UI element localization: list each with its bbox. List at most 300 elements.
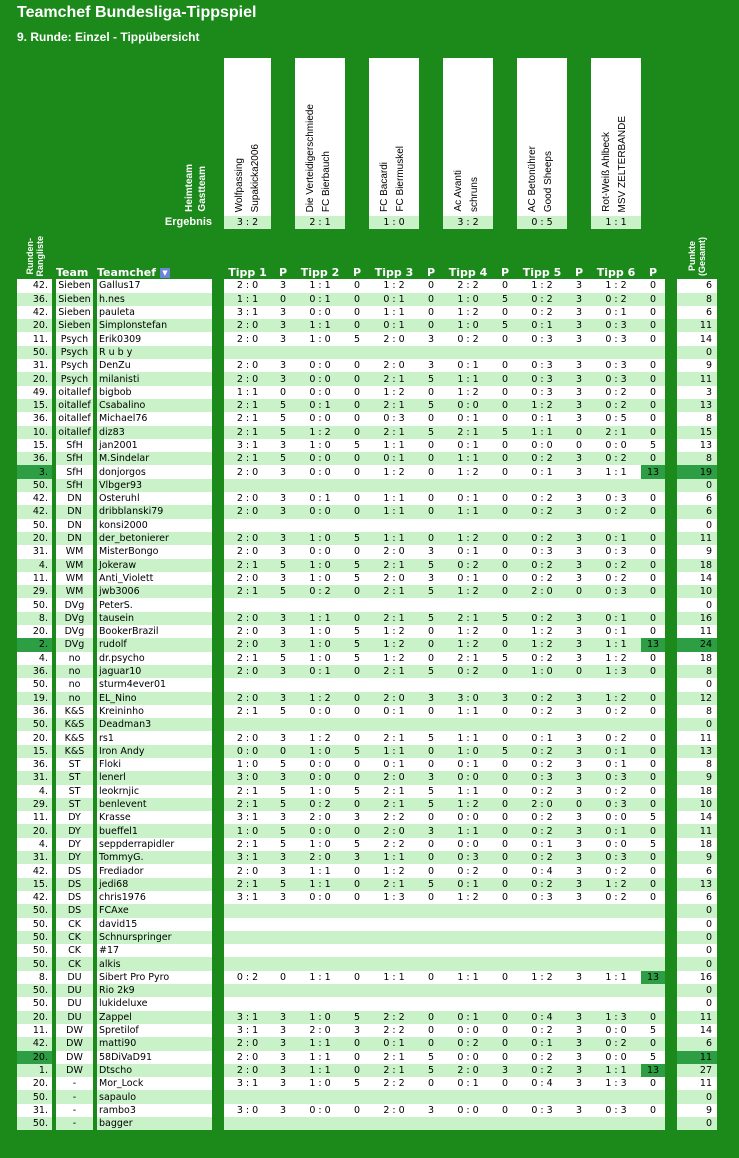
points-cell: 3 bbox=[271, 1037, 295, 1050]
tipp-cell: 0 : 3 bbox=[443, 851, 493, 864]
total-points-cell: 18 bbox=[677, 652, 717, 665]
teamchef-cell: Anti_Violett bbox=[97, 572, 212, 585]
tipp-cell bbox=[295, 718, 345, 731]
points-cell: 0 bbox=[567, 798, 591, 811]
away-team: FC Bierbauch bbox=[321, 150, 332, 212]
tipp-cell: 2 : 0 bbox=[517, 798, 567, 811]
points-cell: 3 bbox=[567, 824, 591, 837]
total-points-cell: 12 bbox=[677, 692, 717, 705]
tipp-cell bbox=[517, 718, 567, 731]
tipp-cell: 1 : 1 bbox=[224, 386, 271, 399]
tipp-cell: 0 : 0 bbox=[295, 891, 345, 904]
teamchef-cell: BookerBrazil bbox=[97, 625, 212, 638]
points-cell bbox=[419, 904, 443, 917]
points-cell: 13 bbox=[641, 465, 665, 478]
spacer bbox=[665, 479, 677, 492]
points-cell: 3 bbox=[271, 851, 295, 864]
tipp-cell: 2 : 0 bbox=[224, 1064, 271, 1077]
tipp-cell: 0 : 2 bbox=[517, 652, 567, 665]
total-points-cell: 0 bbox=[677, 1117, 717, 1130]
tipp-cell: 0 : 2 bbox=[517, 692, 567, 705]
tipp-cell: 1 : 2 bbox=[443, 891, 493, 904]
teamchef-cell: rudolf bbox=[97, 638, 212, 651]
total-points-cell: 13 bbox=[677, 399, 717, 412]
total-points-cell: 11 bbox=[677, 625, 717, 638]
table-row bbox=[17, 1064, 717, 1077]
teamchef-cell: sapaulo bbox=[97, 1090, 212, 1103]
tipp-cell: 2 : 0 bbox=[224, 864, 271, 877]
spacer bbox=[665, 572, 677, 585]
teamchef-cell: MisterBongo bbox=[97, 545, 212, 558]
tipp-cell: 0 : 0 bbox=[443, 771, 493, 784]
team-cell: DS bbox=[56, 878, 93, 891]
table-row bbox=[17, 359, 717, 372]
points-cell: 3 bbox=[271, 891, 295, 904]
points-cell: 3 bbox=[567, 372, 591, 385]
rank-cell: 11. bbox=[17, 1024, 52, 1037]
total-points-cell: 14 bbox=[677, 811, 717, 824]
tipp-cell: 1 : 1 bbox=[369, 745, 419, 758]
table-row bbox=[17, 798, 717, 811]
points-cell bbox=[567, 997, 591, 1010]
tipp-cell: 0 : 0 bbox=[443, 811, 493, 824]
points-cell: 13 bbox=[641, 971, 665, 984]
points-cell: 3 bbox=[271, 505, 295, 518]
tipp-cell: 1 : 2 bbox=[591, 279, 641, 292]
teamchef-cell: Jokeraw bbox=[97, 559, 212, 572]
points-cell: 3 bbox=[567, 785, 591, 798]
team-cell: - bbox=[56, 1104, 93, 1117]
spacer bbox=[212, 718, 224, 731]
points-cell: 5 bbox=[345, 745, 369, 758]
points-cell: 3 bbox=[567, 412, 591, 425]
team-cell: WM bbox=[56, 585, 93, 598]
rank-cell: 20. bbox=[17, 319, 52, 332]
points-cell bbox=[493, 1090, 517, 1103]
tipp-cell: 1 : 1 bbox=[369, 505, 419, 518]
tipp-cell: 0 : 1 bbox=[517, 838, 567, 851]
spacer bbox=[665, 984, 677, 997]
table-row bbox=[17, 386, 717, 399]
points-cell bbox=[641, 931, 665, 944]
table-row bbox=[17, 1104, 717, 1117]
tipp-cell: 0 : 1 bbox=[591, 612, 641, 625]
points-cell: 0 bbox=[493, 439, 517, 452]
tipp-cell: 0 : 0 bbox=[295, 412, 345, 425]
points-cell: 0 bbox=[419, 811, 443, 824]
rank-cell: 4. bbox=[17, 838, 52, 851]
points-cell bbox=[493, 984, 517, 997]
table-row bbox=[17, 492, 717, 505]
tipp-cell: 1 : 2 bbox=[369, 465, 419, 478]
filter-dropdown-icon[interactable]: ▼ bbox=[160, 268, 170, 278]
rank-cell: 50. bbox=[17, 944, 52, 957]
tipp-cell: 0 : 2 bbox=[517, 532, 567, 545]
points-cell: 5 bbox=[419, 878, 443, 891]
points-cell: 5 bbox=[641, 1051, 665, 1064]
points-cell: 5 bbox=[641, 1024, 665, 1037]
points-cell bbox=[271, 346, 295, 359]
tipp-cell: 0 : 4 bbox=[517, 1011, 567, 1024]
rank-cell: 20. bbox=[17, 1077, 52, 1090]
tipp-cell bbox=[517, 944, 567, 957]
teamchef-cell: Sibert Pro Pyro bbox=[97, 971, 212, 984]
points-cell bbox=[567, 918, 591, 931]
total-points-cell: 0 bbox=[677, 904, 717, 917]
table-row bbox=[17, 824, 717, 837]
teamchef-cell: Michael76 bbox=[97, 412, 212, 425]
points-cell: 0 bbox=[419, 465, 443, 478]
spacer bbox=[212, 745, 224, 758]
team-cell: DS bbox=[56, 864, 93, 877]
points-cell: 3 bbox=[271, 1024, 295, 1037]
points-cell: 0 bbox=[345, 798, 369, 811]
points-cell: 0 bbox=[419, 279, 443, 292]
team-cell: SfH bbox=[56, 452, 93, 465]
spacer bbox=[665, 1037, 677, 1050]
points-cell: 0 bbox=[493, 372, 517, 385]
tipp-cell: 1 : 1 bbox=[295, 1037, 345, 1050]
spacer bbox=[665, 293, 677, 306]
points-cell: 0 bbox=[641, 293, 665, 306]
table-row bbox=[17, 638, 717, 651]
tipp-cell: 0 : 3 bbox=[591, 585, 641, 598]
spacer bbox=[212, 505, 224, 518]
table-row bbox=[17, 598, 717, 611]
match-result-1: 3 : 2 bbox=[224, 216, 271, 229]
points-cell: 3 bbox=[419, 771, 443, 784]
points-cell: 3 bbox=[271, 532, 295, 545]
points-cell: 0 bbox=[641, 1104, 665, 1117]
tipp-cell bbox=[443, 479, 493, 492]
tipp-cell: 2 : 2 bbox=[369, 1077, 419, 1090]
points-cell: 0 bbox=[641, 798, 665, 811]
table-row bbox=[17, 891, 717, 904]
tipp-cell bbox=[224, 997, 271, 1010]
spacer bbox=[212, 931, 224, 944]
tipp-cell: 0 : 1 bbox=[295, 399, 345, 412]
tipp-cell: 0 : 0 bbox=[591, 811, 641, 824]
points-cell: 5 bbox=[271, 585, 295, 598]
tipp-cell: 0 : 4 bbox=[517, 864, 567, 877]
tipp-cell: 0 : 2 bbox=[591, 731, 641, 744]
tipp-cell bbox=[591, 904, 641, 917]
points-cell: 0 bbox=[345, 279, 369, 292]
teamchef-cell: jan2001 bbox=[97, 439, 212, 452]
tipp-cell: 1 : 1 bbox=[369, 532, 419, 545]
points-cell: 0 bbox=[641, 359, 665, 372]
tipp-cell: 0 : 2 bbox=[517, 811, 567, 824]
total-points-cell: 0 bbox=[677, 931, 717, 944]
rank-cell: 50. bbox=[17, 1090, 52, 1103]
teamchef-cell: h.nes bbox=[97, 293, 212, 306]
points-cell bbox=[641, 1090, 665, 1103]
tipp-cell: 0 : 2 bbox=[517, 293, 567, 306]
tipp-cell: 2 : 0 bbox=[224, 359, 271, 372]
points-cell: 3 bbox=[567, 386, 591, 399]
tipp-cell: 0 : 0 bbox=[295, 465, 345, 478]
total-points-cell: 0 bbox=[677, 346, 717, 359]
tipp-cell bbox=[517, 678, 567, 691]
points-cell: 0 bbox=[345, 452, 369, 465]
points-cell: 0 bbox=[641, 692, 665, 705]
tipp-cell bbox=[369, 519, 419, 532]
tipp-cell: 0 : 0 bbox=[591, 1024, 641, 1037]
tipp-cell: 1 : 1 bbox=[295, 1064, 345, 1077]
team-cell: CK bbox=[56, 944, 93, 957]
total-points-cell: 0 bbox=[677, 944, 717, 957]
rank-cell: 31. bbox=[17, 1104, 52, 1117]
tipp-cell: 2 : 1 bbox=[443, 426, 493, 439]
points-cell bbox=[271, 678, 295, 691]
home-team: AC Betonührer bbox=[527, 145, 538, 212]
rank-cell: 50. bbox=[17, 904, 52, 917]
tipp-cell bbox=[591, 944, 641, 957]
points-cell bbox=[271, 479, 295, 492]
table-row bbox=[17, 1011, 717, 1024]
total-points-cell: 0 bbox=[677, 678, 717, 691]
points-header-4: P bbox=[493, 229, 517, 279]
ergebnis-label: Ergebnis bbox=[17, 216, 212, 229]
tipp-cell bbox=[591, 957, 641, 970]
tipp-cell bbox=[591, 598, 641, 611]
teamchef-cell: sturm4ever01 bbox=[97, 678, 212, 691]
spacer bbox=[665, 678, 677, 691]
points-cell: 0 bbox=[641, 332, 665, 345]
total-points-cell: 8 bbox=[677, 758, 717, 771]
total-points-cell: 19 bbox=[677, 465, 717, 478]
points-cell bbox=[419, 997, 443, 1010]
rank-cell: 4. bbox=[17, 785, 52, 798]
tipp-cell: 2 : 0 bbox=[224, 665, 271, 678]
tipp-cell: 0 : 1 bbox=[517, 731, 567, 744]
team-cell: DN bbox=[56, 519, 93, 532]
tipp-cell bbox=[369, 678, 419, 691]
tipp-cell bbox=[369, 984, 419, 997]
tipp-cell: 3 : 0 bbox=[224, 771, 271, 784]
tipp-cell: 0 : 0 bbox=[295, 1104, 345, 1117]
tipp-cell bbox=[295, 984, 345, 997]
team-cell: DS bbox=[56, 904, 93, 917]
spacer bbox=[212, 824, 224, 837]
tipp-cell: 0 : 2 bbox=[443, 665, 493, 678]
spacer bbox=[665, 824, 677, 837]
points-cell: 3 bbox=[271, 332, 295, 345]
rank-cell: 20. bbox=[17, 824, 52, 837]
table-row bbox=[17, 505, 717, 518]
points-cell bbox=[567, 931, 591, 944]
points-cell: 5 bbox=[419, 399, 443, 412]
tipp-cell bbox=[591, 984, 641, 997]
spacer bbox=[212, 426, 224, 439]
tipp-cell: 1 : 0 bbox=[295, 439, 345, 452]
points-cell: 0 bbox=[641, 279, 665, 292]
team-cell: - bbox=[56, 1077, 93, 1090]
spacer bbox=[212, 1011, 224, 1024]
tipp-cell: 2 : 0 bbox=[369, 824, 419, 837]
tipp-cell: 0 : 3 bbox=[517, 332, 567, 345]
total-points-cell: 0 bbox=[677, 479, 717, 492]
rank-cell: 15. bbox=[17, 745, 52, 758]
points-cell: 5 bbox=[493, 652, 517, 665]
points-header-3: P bbox=[419, 229, 443, 279]
teamchef-cell: Schnurspringer bbox=[97, 931, 212, 944]
teamchef-cell: Rio 2k9 bbox=[97, 984, 212, 997]
spacer bbox=[665, 731, 677, 744]
points-cell bbox=[345, 918, 369, 931]
spacer bbox=[665, 771, 677, 784]
tipp-cell: 1 : 0 bbox=[443, 319, 493, 332]
teamchef-cell: TommyG. bbox=[97, 851, 212, 864]
tipp-cell: 0 : 3 bbox=[517, 545, 567, 558]
tipp-cell bbox=[591, 1117, 641, 1130]
table-row bbox=[17, 572, 717, 585]
rank-cell: 50. bbox=[17, 718, 52, 731]
points-cell bbox=[345, 678, 369, 691]
points-cell bbox=[419, 1117, 443, 1130]
team-header: Team bbox=[56, 229, 93, 279]
points-cell bbox=[493, 904, 517, 917]
total-points-cell: 18 bbox=[677, 838, 717, 851]
points-cell bbox=[345, 346, 369, 359]
spacer bbox=[212, 678, 224, 691]
tipp-cell: 0 : 0 bbox=[591, 1051, 641, 1064]
points-cell: 0 bbox=[493, 824, 517, 837]
team-cell: Psych bbox=[56, 332, 93, 345]
table-row bbox=[17, 785, 717, 798]
team-cell: DU bbox=[56, 1011, 93, 1024]
tipp-cell: 1 : 2 bbox=[295, 731, 345, 744]
tipp-cell: 0 : 1 bbox=[591, 745, 641, 758]
tipp-cell: 0 : 1 bbox=[591, 306, 641, 319]
points-cell: 0 bbox=[345, 971, 369, 984]
tipp-cell bbox=[517, 519, 567, 532]
spacer bbox=[665, 585, 677, 598]
rank-cell: 4. bbox=[17, 652, 52, 665]
table-row bbox=[17, 625, 717, 638]
spacer bbox=[665, 904, 677, 917]
total-points-cell: 3 bbox=[677, 386, 717, 399]
tipp-cell: 2 : 0 bbox=[369, 1104, 419, 1117]
tipp-cell: 1 : 1 bbox=[295, 864, 345, 877]
tipp-cell: 1 : 1 bbox=[295, 878, 345, 891]
spacer bbox=[665, 612, 677, 625]
team-cell: Psych bbox=[56, 346, 93, 359]
table-row bbox=[17, 426, 717, 439]
spacer bbox=[665, 492, 677, 505]
match-header-5 bbox=[517, 58, 567, 216]
points-cell: 0 bbox=[345, 545, 369, 558]
tipp-cell bbox=[224, 346, 271, 359]
team-cell: Psych bbox=[56, 372, 93, 385]
spacer bbox=[665, 944, 677, 957]
table-row bbox=[17, 851, 717, 864]
points-cell: 5 bbox=[345, 332, 369, 345]
spacer bbox=[665, 652, 677, 665]
points-cell: 5 bbox=[271, 559, 295, 572]
spacer bbox=[212, 572, 224, 585]
tipp-cell bbox=[443, 598, 493, 611]
spacer bbox=[665, 399, 677, 412]
spacer bbox=[212, 559, 224, 572]
points-cell: 0 bbox=[641, 545, 665, 558]
points-cell bbox=[271, 598, 295, 611]
points-cell: 3 bbox=[271, 1077, 295, 1090]
points-cell: 3 bbox=[567, 545, 591, 558]
tipp-cell: 2 : 2 bbox=[369, 1024, 419, 1037]
tipp-cell: 0 : 2 bbox=[591, 1037, 641, 1050]
tipp-cell: 2 : 2 bbox=[369, 838, 419, 851]
points-cell bbox=[567, 346, 591, 359]
points-cell: 3 bbox=[345, 851, 369, 864]
tipp-cell: 0 : 3 bbox=[591, 372, 641, 385]
rank-cell: 11. bbox=[17, 572, 52, 585]
tipp-cell: 0 : 3 bbox=[517, 386, 567, 399]
home-team: Wolfpassing bbox=[234, 157, 245, 212]
tipp-cell bbox=[591, 519, 641, 532]
points-cell bbox=[419, 479, 443, 492]
points-cell: 3 bbox=[271, 665, 295, 678]
tipp-cell: 0 : 0 bbox=[224, 745, 271, 758]
points-cell: 0 bbox=[419, 705, 443, 718]
points-cell: 5 bbox=[493, 293, 517, 306]
tipp-cell: 0 : 1 bbox=[443, 878, 493, 891]
tipp-cell: 0 : 1 bbox=[591, 625, 641, 638]
points-cell: 5 bbox=[419, 785, 443, 798]
team-cell: DW bbox=[56, 1024, 93, 1037]
tipp-cell: 0 : 1 bbox=[517, 319, 567, 332]
points-cell: 3 bbox=[271, 771, 295, 784]
points-cell: 3 bbox=[271, 811, 295, 824]
tipp-cell: 1 : 1 bbox=[369, 851, 419, 864]
tipp-cell: 1 : 0 bbox=[295, 785, 345, 798]
tipp-cell bbox=[443, 957, 493, 970]
tipp-cell: 0 : 1 bbox=[443, 359, 493, 372]
points-cell: 3 bbox=[419, 1104, 443, 1117]
tipp-cell: 0 : 1 bbox=[517, 1037, 567, 1050]
total-points-cell: 11 bbox=[677, 1011, 717, 1024]
points-cell: 0 bbox=[345, 878, 369, 891]
total-points-cell: 11 bbox=[677, 731, 717, 744]
points-cell: 5 bbox=[493, 612, 517, 625]
points-cell bbox=[493, 519, 517, 532]
points-cell: 0 bbox=[419, 492, 443, 505]
rank-cell: 36. bbox=[17, 293, 52, 306]
total-points-cell: 8 bbox=[677, 452, 717, 465]
points-cell: 0 bbox=[493, 505, 517, 518]
away-team: Supakicka2006 bbox=[250, 143, 261, 212]
tipp-cell: 2 : 0 bbox=[443, 1064, 493, 1077]
points-cell: 0 bbox=[345, 293, 369, 306]
points-cell: 3 bbox=[567, 572, 591, 585]
points-cell: 5 bbox=[419, 559, 443, 572]
points-cell: 3 bbox=[567, 864, 591, 877]
points-cell: 0 bbox=[419, 758, 443, 771]
tipp-cell: 1 : 2 bbox=[369, 652, 419, 665]
tipp-cell: 0 : 3 bbox=[591, 1104, 641, 1117]
teamchef-cell: Mor_Lock bbox=[97, 1077, 212, 1090]
away-team: MSV ZELTERBANDE bbox=[617, 115, 628, 212]
rank-cell: 36. bbox=[17, 705, 52, 718]
tipp-cell: 0 : 3 bbox=[517, 359, 567, 372]
table-row bbox=[17, 745, 717, 758]
spacer bbox=[665, 598, 677, 611]
total-points-cell: 13 bbox=[677, 745, 717, 758]
points-cell: 0 bbox=[419, 1037, 443, 1050]
table-row bbox=[17, 1051, 717, 1064]
tipp-cell: 0 : 0 bbox=[443, 1051, 493, 1064]
spacer bbox=[665, 625, 677, 638]
